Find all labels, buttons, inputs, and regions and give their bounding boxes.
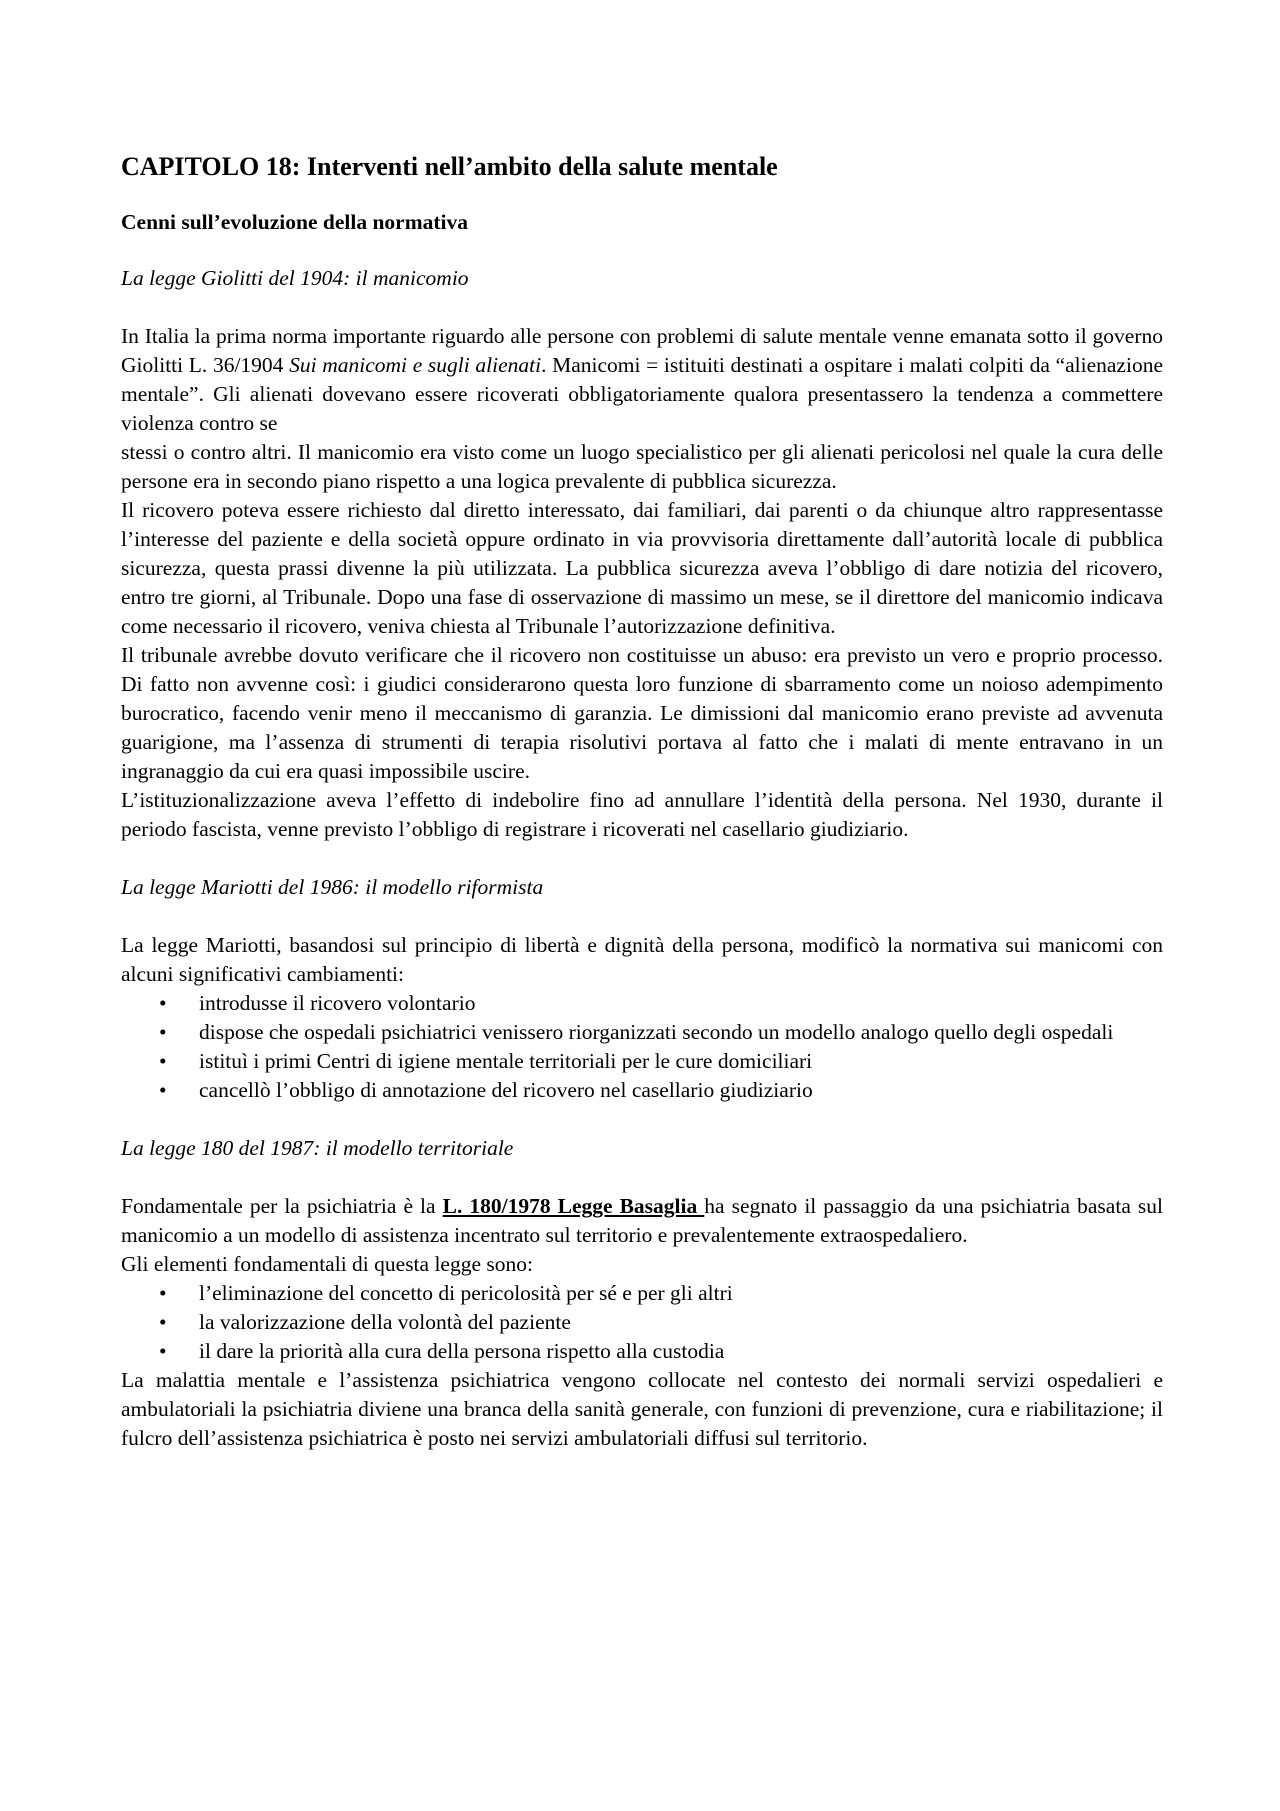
paragraph-malattia-mentale: La malattia mentale e l’assistenza psichiatrica vengono collocate nel contesto dei normali servizi ospedalieri e ambulatoriali la psichiatria diviene una branca della sanità generale, con funzioni di prevenzione, cura e riabilitazione; il fulcro dell’assistenza psichiatrica è posto nei servizi ambulatoriali diffusi sul territorio. bbox=[121, 1368, 1163, 1450]
bullet-list-mariotti bbox=[121, 989, 1163, 1105]
paragraph-giolitti-intro bbox=[121, 322, 1163, 438]
paragraph-basaglia-intro bbox=[121, 1192, 1163, 1250]
paragraph-text: In Italia la prima norma importante riguardo alle persone con problemi di salute mentale venne emanata sotto il governo Giolitti L. 36/1904 bbox=[121, 324, 1163, 377]
list-item-text: istituì i primi Centri di igiene mentale territoriali per le cure domiciliari bbox=[199, 1049, 813, 1073]
section-title: Cenni sull’evoluzione della normativa bbox=[121, 210, 468, 234]
list-item bbox=[121, 1308, 1163, 1337]
paragraph-mariotti-intro: La legge Mariotti, basandosi sul principio di libertà e dignità della persona, modificò la normativa sui manicomi con alcuni significativi cambiamenti: bbox=[121, 933, 1163, 986]
list-item-text: l’eliminazione del concetto di pericolosità per sé e per gli altri bbox=[199, 1281, 733, 1305]
legge-basaglia-link[interactable]: L. 180/1978 Legge Basaglia bbox=[442, 1194, 705, 1218]
list-item-text: il dare la priorità alla cura della persona rispetto alla custodia bbox=[199, 1339, 725, 1363]
list-item-text: introdusse il ricovero volontario bbox=[199, 991, 476, 1015]
paragraph-ricovero: Il ricovero poteva essere richiesto dal diretto interessato, dai familiari, dai parenti o da chiunque altro rappresentasse l’interesse del paziente e della società oppure ordinato in via provvisoria direttamente dall’autorità locale di pubblica sicurezza, questa prassi divenne la più utilizzata. La pubblica sicurezza aveva l’obbligo di dare notizia del ricovero, entro tre giorni, al Tribunale. Dopo una fase di osservazione di massimo un mese, se il direttore del manicomio indicava come necessario il ricovero, veniva chiesta al Tribunale l’autorizzazione definitiva. bbox=[121, 498, 1163, 638]
paragraph-text: ha segnato il passaggio da una psichiatria basata sul manicomio a un modello di assistenza incentrato sul territorio e prevalentemente extraospedaliero. bbox=[121, 1194, 1163, 1247]
paragraph-tribunale: Il tribunale avrebbe dovuto verificare che il ricovero non costituisse un abuso: era previsto un vero e proprio processo. Di fatto non avvenne così: i giudici considerarono questa loro funzione di sbarramento come un noioso adempimento burocratico, facendo venir meno il meccanismo di garanzia. Le dimissioni dal manicomio erano previste ad avvenuta guarigione, ma l’assenza di strumenti di terapia risolutivi portava al fatto che i malati di mente entravano in un ingranaggio da cui era quasi impossibile uscire. bbox=[121, 643, 1163, 783]
bullet-icon: • bbox=[159, 1078, 167, 1102]
bullet-icon: • bbox=[159, 1281, 167, 1305]
subsection-heading-mariotti: La legge Mariotti del 1986: il modello riformista bbox=[121, 875, 544, 899]
list-item-text: la valorizzazione della volontà del paziente bbox=[199, 1310, 571, 1334]
list-item bbox=[121, 1018, 1163, 1047]
law-title-italic: Sui manicomi e sugli alienati bbox=[289, 353, 542, 377]
chapter-title: CAPITOLO 18: Interventi nell’ambito della salute mentale bbox=[121, 152, 778, 181]
subsection-heading-giolitti: La legge Giolitti del 1904: il manicomio bbox=[121, 266, 469, 290]
list-item bbox=[121, 989, 1163, 1018]
paragraph-giolitti-intro-cont: stessi o contro altri. Il manicomio era visto come un luogo specialistico per gli alienati pericolosi nel quale la cura delle persone era in secondo piano rispetto a una logica prevalente di pubblica sicurezza. bbox=[121, 440, 1163, 493]
bullet-icon: • bbox=[159, 991, 167, 1015]
bullet-list-basaglia bbox=[121, 1279, 1163, 1366]
list-item-text: cancellò l’obbligo di annotazione del ricovero nel casellario giudiziario bbox=[199, 1078, 813, 1102]
paragraph-istituzionalizzazione: L’istituzionalizzazione aveva l’effetto di indebolire fino ad annullare l’identità della persona. Nel 1930, durante il periodo fascista, venne previsto l’obbligo di registrare i ricoverati nel casellario giudiziario. bbox=[121, 788, 1163, 841]
bullet-icon: • bbox=[159, 1339, 167, 1363]
list-item bbox=[121, 1076, 1163, 1105]
document-page bbox=[121, 150, 1163, 1453]
paragraph-text: . Manicomi = istituiti destinati a ospitare i malati colpiti da “alienazione mentale”. Gli alienati dovevano essere ricoverati obbligatoriamente qualora presentassero la tendenza a commettere violenza contro se bbox=[121, 353, 1163, 435]
paragraph-text: Fondamentale per la psichiatria è la bbox=[121, 1194, 443, 1218]
bullet-icon: • bbox=[159, 1310, 167, 1334]
list-item bbox=[121, 1279, 1163, 1308]
paragraph-list-intro: Gli elementi fondamentali di questa legge sono: bbox=[121, 1252, 533, 1276]
list-item bbox=[121, 1337, 1163, 1366]
list-item-text: dispose che ospedali psichiatrici venissero riorganizzati secondo un modello analogo quello degli ospedali bbox=[199, 1020, 1114, 1044]
bullet-icon: • bbox=[159, 1049, 167, 1073]
list-item bbox=[121, 1047, 1163, 1076]
subsection-heading-basaglia: La legge 180 del 1987: il modello territoriale bbox=[121, 1136, 514, 1160]
bullet-icon: • bbox=[159, 1020, 167, 1044]
